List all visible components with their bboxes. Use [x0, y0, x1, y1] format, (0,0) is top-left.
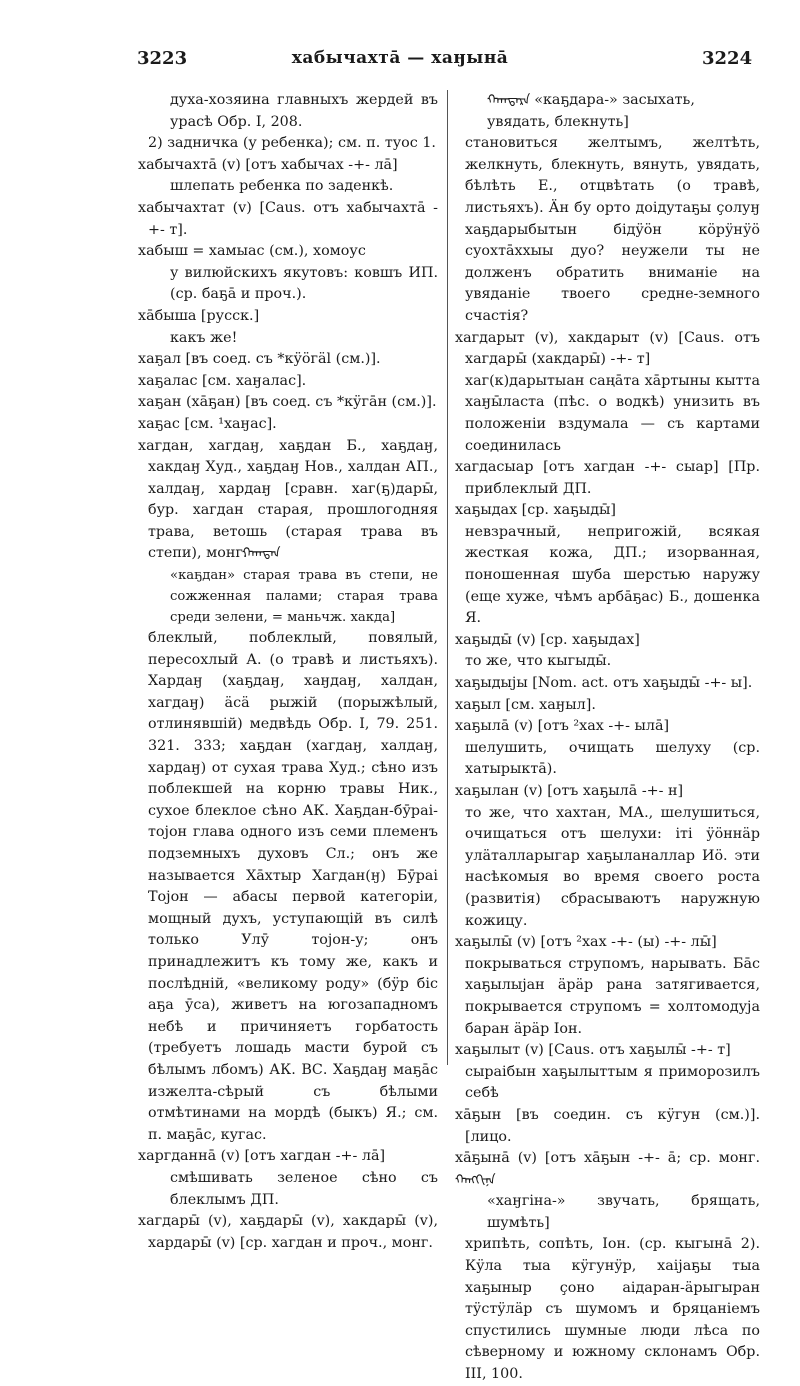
entry-definition: покрываться струпомъ, нарывать. Ба̄с хаҕылыјан ӓрӓр рана затягивается, покрывается струпомъ = холтомодуја баран ӓрӓр Іон.: [465, 955, 760, 1037]
entry-headword: харгданна̄ (v) [отъ хагдан -+- ла̄]: [138, 1148, 386, 1165]
entry-headword: хаҕылан (v) [отъ хаҕыла̄ -+- н]: [455, 783, 684, 799]
column-divider: [447, 90, 448, 1065]
entry-definition: хрипѣть, сопѣть, Іон. (ср. кыгына̄ 2). Кӱла тыа кӱгунӱр, хаіјаҕы тыа хаҕыныр ҫоно аідаран-ӓрыгыран тӱстӱлӓр съ шумомъ и бряцаніемъ спустились шумные люди лѣса по сѣверному и южному склонамъ Обр. III, 100.: [465, 1236, 760, 1383]
entry-text: духа-хозяина главныхъ жердей въ урасѣ Обр. I, 208.: [170, 92, 438, 130]
entry-headword: хаҕыды̄ (v) [ср. хаҕыдах]: [455, 631, 640, 648]
entry-headword: [455, 1148, 760, 1191]
entry-headword: хаҕас [см. ¹хаӈас].: [138, 415, 277, 432]
entry-headword: хаҕыл [см. хаӈыл].: [455, 696, 596, 713]
entry-definition: становиться желтымъ, желтѣть, желкнуть, блекнуть, вянуть, увядать, бѣлѣть Е., отцвѣтать (о травѣ, листьяхъ). Ӓн бу орто доідутаҕы ҫолуӈ хаҕдарыбытын бідӱӧн кӧрӱнӱӧ суохта̄ххыы дуо? неужели ты не долженъ обратить вниманіе на увяданіе твоего средне-земного счастія?: [465, 135, 760, 324]
entry-text: [455, 90, 760, 133]
entry-text: «каҕдан» старая трава въ степи, не сожженная палами; старая трава среди зелени, = маньчж. хакда]: [170, 568, 438, 626]
page-number-right: 3224: [702, 48, 753, 69]
entry-text: хагдан, хагдаӈ, хаҕдан Б., хаҕдаӈ, хакдаӈ Худ., хаҕдаӈ Нов., халдан АП., халдаӈ, хардаӈ [сравн. хаг(ҕ)дары̄, бур. хагдан старая, прошлогодняя трава, ветошь (старая трава въ степи), монг.: [138, 437, 438, 562]
entry-headword: хаҕалас [см. хаӈалас].: [138, 372, 307, 389]
entry-headword: ха̄быша [русск.]: [138, 307, 260, 324]
entry-text: «хаӈгіна-» звучать, брящать, шумѣть]: [487, 1193, 760, 1231]
entry-headword: хабычахта̄ (v) [отъ хабычах -+- ла̄]: [138, 156, 398, 173]
page-number-left: 3223: [137, 48, 188, 69]
entry-definition: невзрачный, непригожій, всякая жесткая кожа, ДП.; изорванная, поношенная шуба шерстью наружу (еще хуже, чѣмъ арба̄ҕас) Б., дошенка Я.: [465, 523, 760, 627]
entry-definition: у вилюйскихъ якутовъ: ковшъ ИП. (ср. баҕа̄ и проч.).: [170, 264, 438, 303]
entry-definition: то же, что хахтан, МА., шелушиться, очищаться отъ шелухи: іті ӱӧннӓр улӓталларыгар хаҕыланаллар Иӧ. эти насѣкомыя во время своего роста (развитія) сбрасываютъ наружную кожицу.: [465, 804, 760, 929]
entry-headword: хаҕал [въ соед. съ *кӱӧгӓl (см.)].: [138, 351, 381, 368]
entry-definition: хаг(к)дарытыан саңа̄та ха̄ртыны кытта хаӈы̄ласта (пѣс. о водкѣ) унизить въ положеніи вздумала — съ картами соединилась: [465, 372, 760, 454]
entry-definition: шелушить, очищать шелуху (ср. хатырыкта̄).: [465, 739, 760, 778]
entry-headword: хаҕыдыјы [Nom. act. отъ хаҕыды̄ -+- ы].: [455, 675, 753, 692]
left-column: [138, 90, 438, 1251]
running-title: хабычахта̄ — хаӈына̄: [291, 48, 509, 68]
mongolian-script-glyph: ᠬᠠᠩᠭᠢᠨᠠ: [455, 1172, 496, 1188]
entry-headword: хаҕыдах [ср. хаҕыды̄]: [455, 502, 617, 519]
entry-definition: сыраібын хаҕылыттым я приморозилъ себѣ: [465, 1063, 760, 1102]
entry-definition: то же, что кыгыды̄.: [465, 653, 612, 670]
entry-headword: хагдасыар [отъ хагдан -+- сыар] [Пр. приблеклый ДП.: [455, 459, 760, 497]
entry-headword: хагдарыт (v), хакдарыт (v) [Caus. отъ хагдары̄ (хакдары̄) -+- т]: [455, 329, 760, 368]
entry-headword: хагдары̄ (v), хаҕдары̄ (v), хакдары̄ (v), хардары̄ (v) [ср. хагдан и проч., монг.: [138, 1213, 438, 1251]
mongolian-script-glyph: ᠬᠠᠭᠳᠠᠷᠠ: [487, 93, 531, 108]
entry-headword: хаҕыла̄ (v) [отъ ²хах -+- ыла̄]: [455, 718, 670, 735]
entry-definition: шлепать ребенка по заденкѣ.: [170, 178, 394, 195]
entry-definition: смѣшивать зеленое сѣно съ блеклымъ ДП.: [170, 1169, 438, 1208]
right-column: [455, 90, 760, 1383]
entry-headword: ха̄ҕын [въ соедин. съ кӱгун (см.)]. [лицо.: [455, 1106, 760, 1145]
entry-text: 2) задничка (у ребенка); см. п. туос 1.: [148, 135, 436, 152]
entry-text: ха̄ҕына̄ (v) [отъ ха̄ҕын -+- а̄; ср. монг.: [455, 1150, 760, 1167]
page-header: [0, 48, 800, 78]
entry-text: «каҕдара-» засыхать, увядать, блекнуть]: [487, 92, 695, 130]
entry-headword: хаҕан (ха̄ҕан) [въ соед. съ *кӱга̄н (см.)].: [138, 394, 437, 411]
entry-headword: хаҕылыт (v) [Caus. отъ хаҕылы̄ -+- т]: [455, 1042, 731, 1059]
mongolian-script-glyph: ᠬᠠᠭᠳᠠᠨ: [241, 546, 281, 562]
entry-headword: хабычахтат (v) [Caus. отъ хабычахта̄ -+- т].: [138, 199, 438, 238]
entry-headword: хабыш = хамыас (см.), хомоус: [138, 243, 366, 260]
entry-headword: хаҕылы̄ (v) [отъ ²хах -+- (ы) -+- лы̄]: [455, 934, 717, 951]
entry-definition: блеклый, поблеклый, повялый, пересохлый А. (о травѣ и листьяхъ). Хардаӈ (хаҕдаӈ, хаӈдаӈ, халдан, хагдаӈ) ӓсӓ рыжій (порыжѣлый, отлинявшій) медвѣдь Обр. I, 79. 251. 321. 333; хаҕдан (хагдаӈ, халдаӈ, хардаӈ) от сухая трава Худ.; сѣно изъ поблекшей на корню травы Ник., сухое блеклое сѣно АК. Хаҕдан-бӯраі-тојон глава одного изъ семи племенъ подземныхъ духовъ Сл.; онъ же называется Ха̄хтыр Хагдан(ӈ) Бӯраі Тојон — абасы первой категоріи, мощный духъ, уступающій въ силѣ только Улӯ тојон-у; онъ принадлежитъ къ тому же, какъ и послѣдній, «великому роду» (бӱр біс аҕа ӯса), живетъ на югозападномъ небѣ и причиняетъ горбатость (требуетъ лошадь масти бурой съ бѣлымъ лбомъ) АК. ВС. Хаҕдаӈ маҕа̄с изжелта-сѣрый съ бѣлыми отмѣтинами на мордѣ (быкъ) Я.; см. п. маҕа̄с, кугас.: [148, 630, 438, 1143]
entry-headword: [138, 436, 438, 566]
entry-definition: какъ же!: [170, 329, 238, 346]
